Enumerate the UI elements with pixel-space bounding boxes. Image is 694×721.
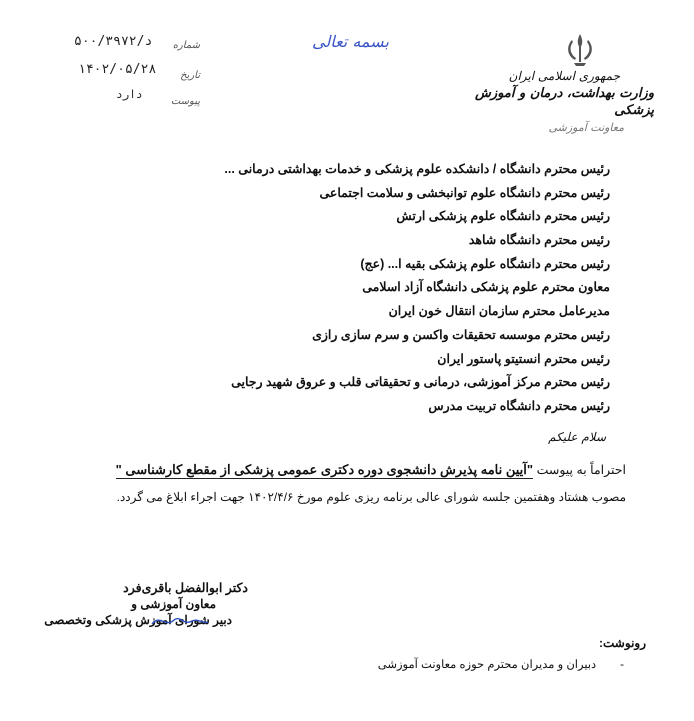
letter-attachment: دارد bbox=[116, 88, 143, 101]
handwritten-signature bbox=[150, 612, 210, 630]
letter-number: د/۵۰۰/۳۹۷۲ bbox=[74, 34, 153, 49]
letter-date-label: تاریخ bbox=[180, 70, 200, 81]
letter-number-row bbox=[60, 34, 200, 64]
signer-title-2: دبیر شورای آموزش پزشکی وتخصصی bbox=[44, 613, 232, 627]
body-line-1 bbox=[116, 462, 626, 478]
ministry-header bbox=[454, 68, 654, 136]
iran-emblem-icon bbox=[560, 30, 600, 70]
recipient-line: رئیس محترم دانشگاه تربیت مدرس bbox=[428, 398, 610, 413]
body-line-2: مصوب هشتاد وهفتمین جلسه شورای عالی برنامه ریزی علوم مورخ ۱۴۰۲/۴/۶ جهت اجراء ابلاغ می گردد. bbox=[116, 490, 626, 504]
bismillah: بسمه تعالی bbox=[312, 32, 389, 51]
recipient-list bbox=[224, 158, 610, 419]
recipient-line: رئیس محترم مرکز آموزشی، درمانی و تحقیقاتی قلب و عروق شهید رجایی bbox=[231, 375, 610, 390]
letter-attachment-row bbox=[60, 88, 200, 118]
recipient-line: رئیس محترم دانشگاه علوم توانبخشی و سلامت اجتماعی bbox=[319, 185, 610, 200]
signer-title-1: معاون آموزشی و bbox=[131, 597, 216, 611]
body-intro: احتراماً به پیوست bbox=[533, 463, 626, 477]
recipient-line: مدیرعامل محترم سازمان انتقال خون ایران bbox=[388, 304, 610, 319]
cc-bullet: - bbox=[620, 659, 624, 671]
regulation-title: "آیین نامه پذیرش دانشجوی دوره دکتری عمومی پزشکی از مقطع کارشناسی " bbox=[115, 462, 534, 477]
signer-name: دکتر ابوالفضل باقری‌فرد bbox=[123, 581, 248, 595]
ministry-name: وزارت بهداشت، درمان و آموزش پزشکی bbox=[475, 86, 654, 118]
letter-meta bbox=[60, 34, 200, 118]
country-name: جمهوری اسلامی ایران bbox=[508, 69, 620, 83]
recipient-line: رئیس محترم دانشگاه علوم پزشکی ارتش bbox=[396, 209, 610, 224]
letter-number-label: شماره bbox=[172, 40, 200, 51]
letter-attachment-label: پیوست bbox=[170, 96, 200, 107]
department-name: معاونت آموزشی bbox=[548, 121, 624, 134]
recipient-line: رئیس محترم موسسه تحقیقات واکسن و سرم سازی رازی bbox=[312, 327, 610, 342]
recipient-line: رئیس محترم انستیتو پاستور ایران bbox=[437, 351, 610, 366]
recipient-line: معاون محترم علوم پزشکی دانشگاه آزاد اسلامی bbox=[362, 280, 610, 295]
letter-date: ۱۴۰۲/۰۵/۲۸ bbox=[78, 62, 157, 77]
recipient-line: رئیس محترم دانشگاه شاهد bbox=[468, 233, 610, 248]
recipient-line: رئیس محترم دانشگاه / دانشکده علوم پزشکی و خدمات بهداشتی درمانی ... bbox=[224, 162, 610, 176]
cc-item-text: دبیران و مدیران محترم حوزه معاونت آموزشی bbox=[377, 659, 597, 671]
cc-label: رونوشت: bbox=[599, 636, 646, 650]
salutation: سلام علیکم bbox=[548, 430, 606, 444]
recipient-line: رئیس محترم دانشگاه علوم پزشکی بقیه ا... (عج) bbox=[360, 256, 610, 271]
cc-item bbox=[378, 657, 624, 671]
